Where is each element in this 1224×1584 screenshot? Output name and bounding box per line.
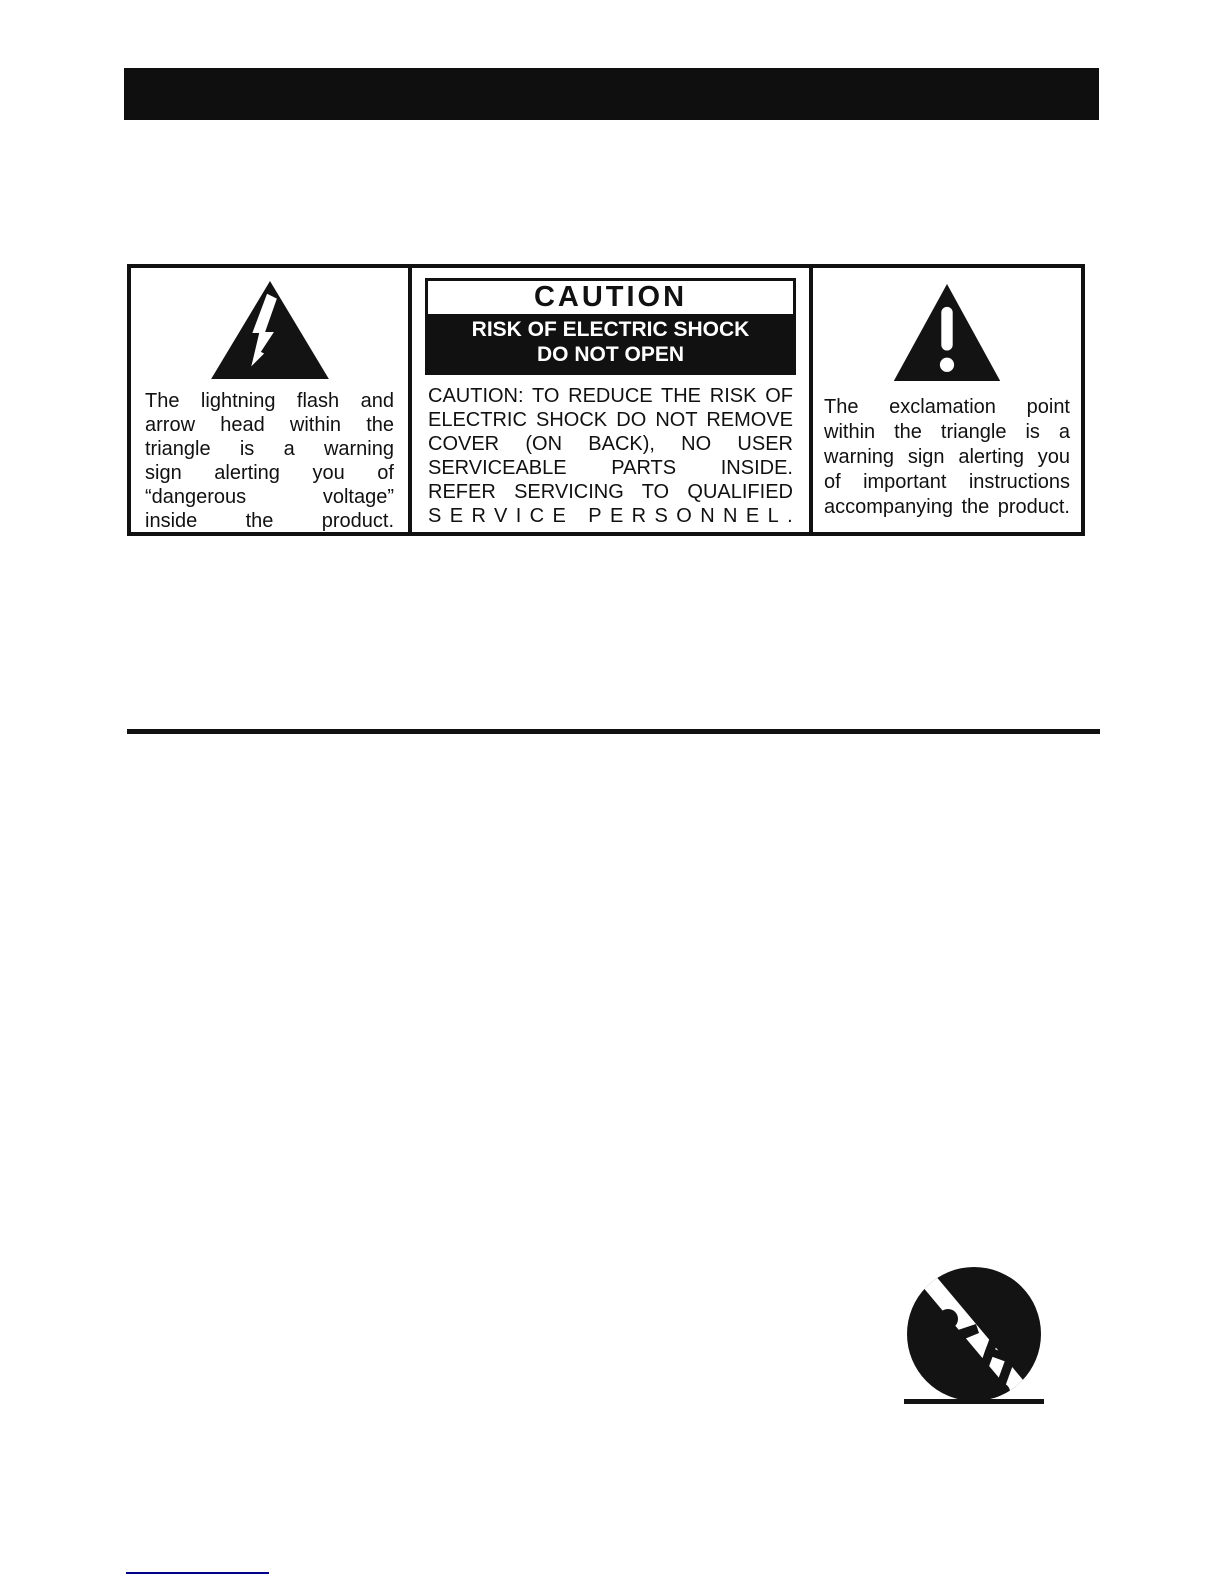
caution-panel-exclamation	[813, 268, 1081, 532]
text-line: SERVICE PERSONNEL.	[428, 505, 802, 527]
text-line: ELECTRIC SHOCK DO NOT REMOVE	[428, 409, 793, 431]
text-line: within the triangle is a	[824, 421, 1070, 443]
caution-panel-center	[412, 268, 813, 532]
caution-body-text	[425, 384, 802, 528]
no-cart-warning-icon	[898, 1266, 1050, 1416]
section-divider-rule	[127, 729, 1100, 734]
risk-banner	[428, 314, 793, 372]
exclamation-triangle-icon	[824, 280, 1070, 385]
page-header-bar	[124, 68, 1099, 120]
text-line: “dangerous voltage”	[145, 486, 394, 508]
text-line: CAUTION: TO REDUCE THE RISK OF	[428, 385, 793, 407]
text-line: arrow head within the	[145, 414, 394, 436]
text-line: accompanying the product.	[824, 496, 1070, 518]
text-line: The lightning flash and	[145, 390, 394, 412]
caution-title: CAUTION	[428, 281, 793, 314]
text-line: triangle is a warning	[145, 438, 394, 460]
lightning-bolt-triangle-icon	[145, 278, 394, 382]
text-line: REFER SERVICING TO QUALIFIED	[428, 481, 793, 503]
caution-panel-lightning	[131, 268, 412, 532]
lightning-warning-text	[145, 389, 394, 533]
text-line: COVER (ON BACK), NO USER	[428, 433, 793, 455]
caution-notice-box	[127, 264, 1085, 536]
exclamation-warning-text	[824, 395, 1070, 520]
text-line: warning sign alerting you	[824, 446, 1070, 468]
caution-label	[425, 278, 796, 375]
text-line: SERVICEABLE PARTS INSIDE.	[428, 457, 793, 479]
text-line: inside the product.	[145, 510, 394, 532]
text-line: sign alerting you of	[145, 462, 394, 484]
banner-line: DO NOT OPEN	[536, 343, 684, 366]
text-line: The exclamation point	[824, 396, 1070, 418]
footer-link-rule	[126, 1572, 269, 1574]
banner-line: RISK OF ELECTRIC SHOCK	[471, 318, 750, 341]
text-line: of important instructions	[824, 471, 1070, 493]
